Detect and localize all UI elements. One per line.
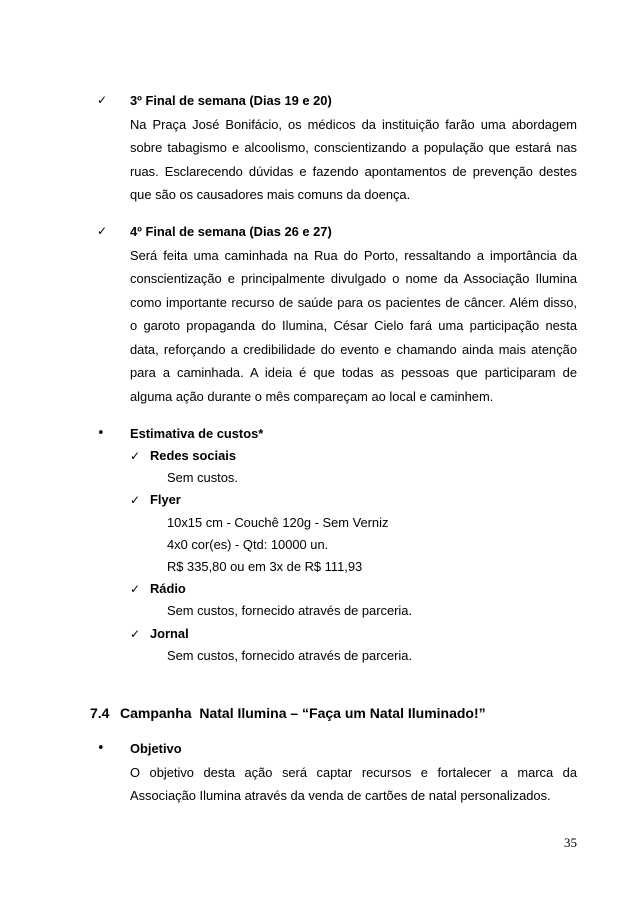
item-heading-row — [0, 220, 638, 244]
checkmark-icon — [97, 220, 107, 244]
cost-entry-radio — [0, 578, 638, 600]
bullet-icon — [97, 737, 105, 760]
paragraph-line: conscientização e principalmente divulgado o nome da Associação Ilumina — [130, 271, 577, 286]
cost-entry-detail: Sem custos, fornecido através de parceria. — [167, 647, 413, 663]
paragraph-line: O objetivo desta ação será captar recursos e fortalecer a marca da — [130, 764, 577, 780]
checkmark-icon — [130, 578, 140, 600]
checkmark-icon — [130, 445, 140, 467]
cost-entry-label: Flyer — [150, 492, 181, 508]
paragraph-line: ruas. Esclarecendo dúvidas e fazendo apontamentos de prevenção destes — [130, 163, 577, 179]
checkmark-icon — [130, 623, 140, 645]
cost-entry-jornal — [0, 623, 638, 645]
item-heading: 3º Final de semana (Dias 19 e 20) — [130, 93, 332, 108]
cost-entry-label: Jornal — [150, 625, 189, 641]
objective-item — [0, 737, 638, 807]
cost-entry-label: Redes sociais — [150, 448, 236, 464]
item-heading: 4º Final de semana (Dias 26 e 27) — [130, 224, 332, 239]
cost-entry-detail: R$ 335,80 ou em 3x de R$ 111,93 — [167, 559, 363, 575]
paragraph-line: sobre tabagismo e alcoolismo, conscientizando a população que estará nas — [130, 140, 577, 155]
weekend-item-3 — [0, 89, 638, 207]
objective-heading-row — [0, 737, 638, 760]
cost-entry-redes-sociais — [0, 445, 638, 467]
paragraph-line: data, reforçando a credibilidade do evento e chamando ainda mais atenção — [130, 341, 577, 357]
cost-entry-detail: 10x15 cm - Couchê 120g - Sem Verniz — [167, 514, 389, 530]
checkmark-icon — [130, 489, 140, 511]
cost-entry-label: Rádio — [150, 581, 186, 597]
checkmark-icon — [97, 89, 107, 113]
cost-entry-detail: Sem custos. — [167, 470, 238, 486]
weekend-item-4 — [0, 220, 638, 408]
cost-entry-detail: 4x0 cor(es) - Qtd: 10000 un. — [167, 536, 329, 552]
item-heading-row — [0, 89, 638, 113]
cost-heading-row — [0, 423, 638, 445]
cost-entry-flyer — [0, 489, 638, 511]
cost-entry-detail: Sem custos, fornecido através de parceria. — [167, 603, 413, 619]
section-title: Campanha Natal Ilumina – “Faça um Natal Iluminado!” — [120, 705, 486, 721]
cost-heading: Estimativa de custos* — [130, 425, 264, 441]
page-number: 35 — [564, 835, 577, 850]
paragraph-line: que são os causadores mais comuns da doença. — [130, 187, 411, 202]
objective-heading: Objetivo — [130, 741, 182, 757]
paragraph-line: Na Praça José Bonifácio, os médicos da instituição farão uma abordagem — [130, 116, 577, 132]
paragraph-line: como importante recurso de saúde para os pacientes de câncer. Além disso, — [130, 294, 577, 310]
paragraph-line: Será feita uma caminhada na Rua do Porto, ressaltando a importância da — [130, 247, 577, 263]
paragraph-line: Associação Ilumina através da venda de cartões de natal personalizados. — [130, 787, 551, 803]
paragraph-line: para a caminhada. A ideia é que todas as pessoas que participaram de — [130, 365, 577, 380]
paragraph-line: alguma ação durante o mês compareçam ao local e caminhem. — [130, 388, 494, 404]
paragraph-line: o garoto propaganda do Ilumina, César Cielo fará uma participação nesta — [130, 318, 577, 333]
section-number: 7.4 — [90, 705, 110, 721]
bullet-icon — [97, 423, 105, 445]
cost-estimate-section — [0, 423, 638, 667]
